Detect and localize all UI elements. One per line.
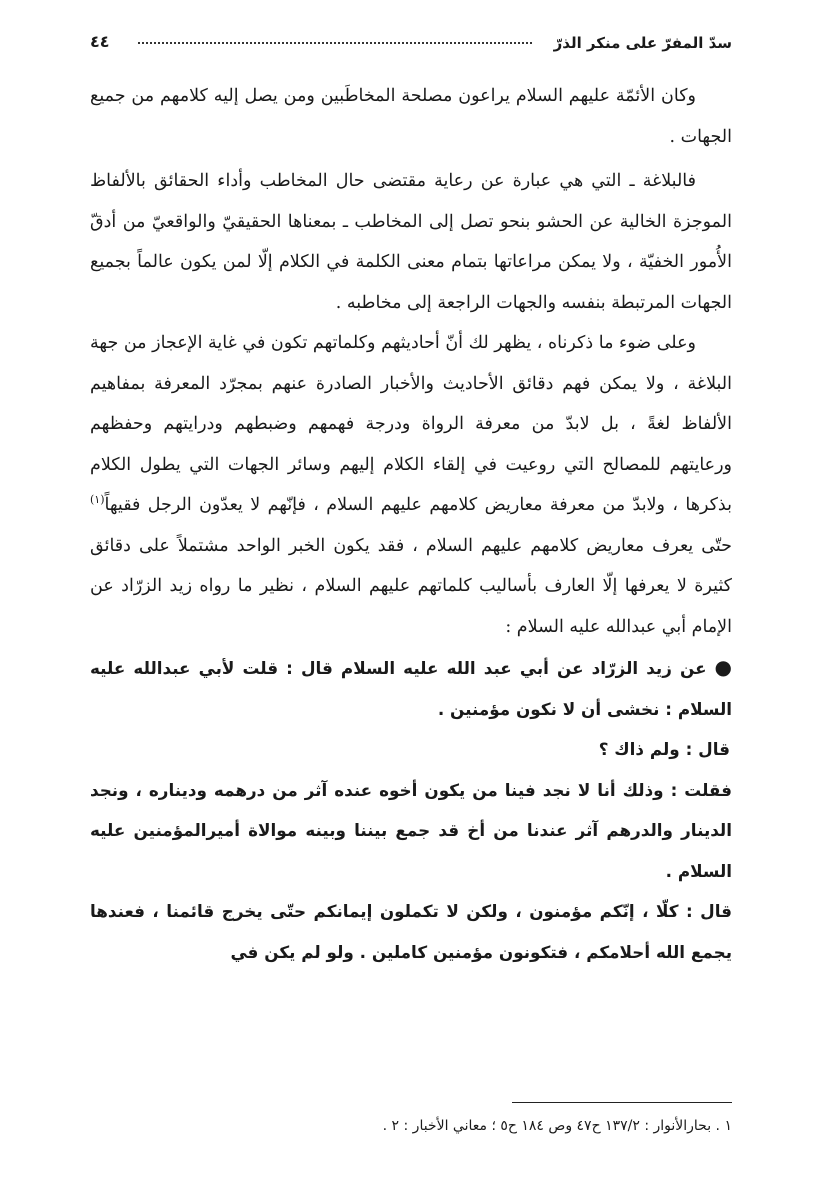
page-header [90, 32, 732, 62]
page-body [90, 76, 732, 972]
page-number: ٤٤ [90, 32, 110, 51]
paragraph-1: وكان الأئمّة عليهم السلام يراعون مصلحة المخاطَبين ومن يصل إليه كلامهم من جميع الجهات . [90, 86, 732, 147]
paragraph-3-text: وعلى ضوء ما ذكرناه ، يظهر لك أنّ أحاديثهم وكلماتهم تكون في غاية الإعجاز من جهة البلاغة ، ولا يمكن فهم دقائق الأحاديث والأخبار الصادرة عنهم بمجرّد المعرفة بمفاهيم الألفاظ لغةً ، بل لابدّ من معرفة الرواة ودرجة فهمهم وضبطهم ودرايتهم وحفظهم ورعايتهم للمصالح التي روعيت في إلقاء الكلام إليهم وسائر الجهات التي يطول الكلام بذكرها ، ولابدّ من معرفة معاريض كلامهم عليهم السلام ، فإنّهم لا يعدّون الرجل فقيهاً [90, 333, 732, 515]
hadith-answer-1: فقلت : وذلك أنا لا نجد فينا من يكون أخوه عنده آثر من درهمه وديناره ، ونجد الدينار والدرهم آثر عندنا من أخ قد جمع بيننا وبينه موالاة أميرالمؤمنين عليه السلام . [90, 779, 732, 881]
footnote-divider [512, 1102, 732, 1103]
paragraph-2: فالبلاغة ـ التي هي عبارة عن رعاية مقتضى حال المخاطب وأداء الحقائق بالألفاظ الموجزة الخالية عن الحشو بنحو تصل إلى المخاطب ـ بمعناها الحقيقيّ والواقعيّ من أدقّ الأُمور الخفيّة ، ولا يمكن مراعاتها بتمام معنى الكلمة في الكلام إلّا لمن يكون عالماً بجميع الجهات المرتبطة بنفسه والجهات الراجعة إلى مخاطبه . [90, 171, 732, 313]
hadith-opening-text: عن زيد الزرّاد عن أبي عبد الله عليه السلام قال : قلت لأبي عبدالله عليه السلام : نخشى أن لا نكون مؤمنين . [90, 658, 732, 719]
hadith-opening [90, 647, 732, 729]
hadith-question-2: قال : كلّا ، إنّكم مؤمنون ، ولكن لا تكملون إيمانكم حتّى يخرج قائمنا ، فعندها يجمع الله أحلامكم ، فتكونون مؤمنين كاملين . ولو لم يكن في [90, 901, 732, 962]
bullet-icon: ● [714, 655, 732, 679]
hadith-question-1: قال : ولم ذاك ؟ [598, 739, 730, 759]
footnote: ١ . بحارالأنوار : ١٣٧/٢ ح٤٧ وص ١٨٤ ح٥ ؛ معاني الأخبار : ٢ . [382, 1118, 732, 1134]
paragraph-3-continuation: حتّى يعرف معاريض كلامهم عليهم السلام ، فقد يكون الخبر الواحد مشتملاً على دقائق كثيرة لا يعرفها إلّا العارف بأساليب كلماتهم عليهم السلام ، نظير ما رواه زيد الزرّاد عن الإمام أبي عبدالله عليه السلام : [90, 535, 732, 637]
header-dotted-leader [138, 42, 532, 44]
running-title: سدّ المفرّ على منكر الذرّ [553, 34, 732, 52]
paragraph-3 [90, 323, 732, 647]
footnote-ref: (١) [90, 493, 105, 507]
